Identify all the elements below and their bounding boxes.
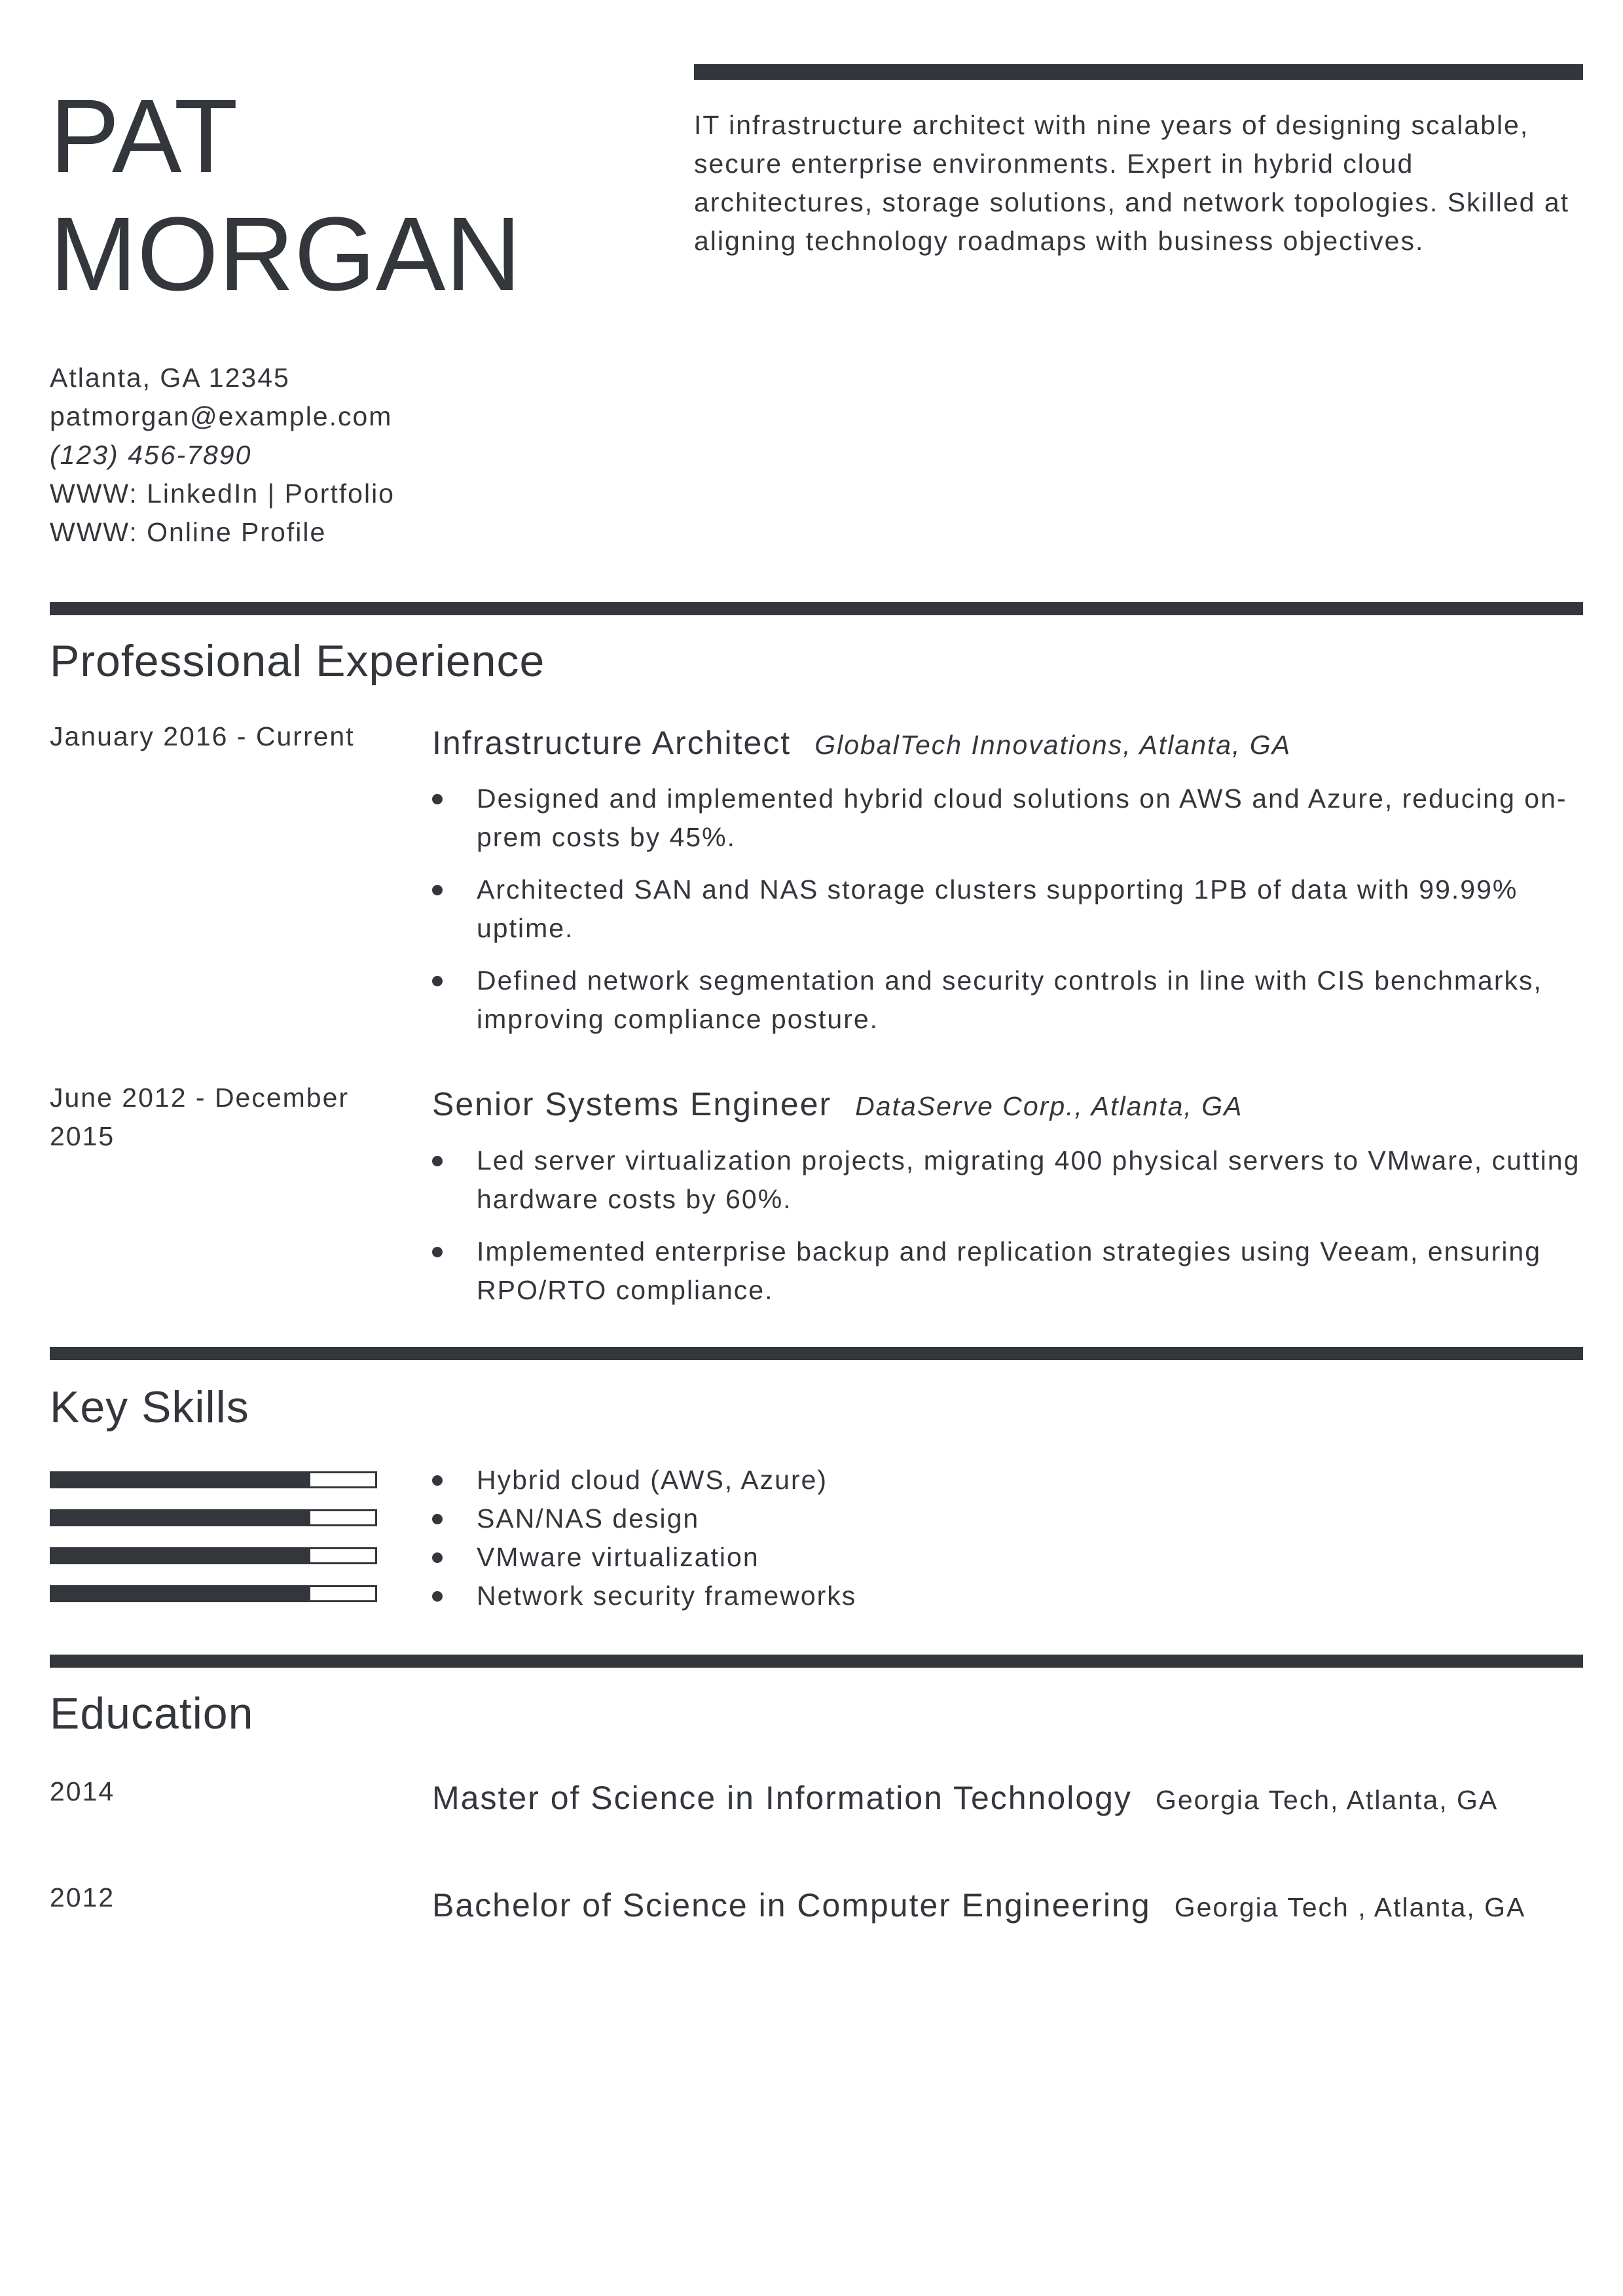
job-title: Senior Systems Engineer [432, 1086, 832, 1122]
job-dates: January 2016 - Current [50, 721, 355, 751]
skill-item: SAN/NAS design [432, 1499, 856, 1538]
skill-level-bars [50, 1471, 377, 1623]
bullet-item: Defined network segmentation and security controls in line with CIS benchmarks, improving compliance posture. [432, 961, 1584, 1039]
skill-level-bar [50, 1547, 377, 1564]
last-name: MORGAN [50, 195, 521, 312]
education-heading [432, 1885, 1525, 1928]
bullet-item: Architected SAN and NAS storage clusters supporting 1PB of data with 99.99% uptime. [432, 870, 1584, 948]
skill-level-bar [50, 1509, 377, 1526]
skills-section-title: Key Skills [50, 1382, 249, 1432]
skill-level-bar [50, 1585, 377, 1602]
degree-name: Bachelor of Science in Computer Engineering [432, 1887, 1151, 1924]
skill-level-bar [50, 1471, 377, 1488]
skill-item: Network security frameworks [432, 1577, 856, 1615]
job-heading [432, 723, 1291, 765]
job-title: Infrastructure Architect [432, 725, 792, 761]
contact-online-profile[interactable]: WWW: Online Profile [50, 517, 327, 547]
degree-name: Master of Science in Information Technology [432, 1780, 1132, 1816]
job-company: DataServe Corp., Atlanta, GA [855, 1091, 1243, 1121]
contact-email[interactable]: patmorgan@example.com [50, 401, 393, 431]
experience-section-title: Professional Experience [50, 636, 545, 686]
skill-level-fill [52, 1587, 310, 1600]
education-divider [50, 1655, 1583, 1668]
school-name: Georgia Tech , Atlanta, GA [1174, 1892, 1526, 1922]
bullet-item: Designed and implemented hybrid cloud solutions on AWS and Azure, reducing on-prem costs by 45%. [432, 780, 1584, 857]
job-company: GlobalTech Innovations, Atlanta, GA [814, 730, 1292, 760]
first-name: PAT [50, 77, 238, 194]
education-year: 2014 [50, 1776, 115, 1806]
education-year: 2012 [50, 1882, 115, 1912]
skills-list [432, 1461, 856, 1615]
skill-item: Hybrid cloud (AWS, Azure) [432, 1461, 856, 1499]
candidate-name [50, 77, 521, 313]
experience-divider [50, 602, 1583, 615]
job-bullets [432, 1141, 1584, 1323]
contact-web-links[interactable]: WWW: LinkedIn | Portfolio [50, 478, 395, 509]
professional-summary: IT infrastructure architect with nine years of designing scalable, secure enterprise environments. Expert in hybrid cloud architectures, storage solutions, and network topologies. Skilled at aligning technology roadmaps with business objectives. [694, 110, 1570, 256]
education-heading [432, 1778, 1498, 1820]
skill-level-fill [52, 1549, 310, 1562]
skill-level-fill [52, 1511, 310, 1524]
education-section-title: Education [50, 1689, 254, 1738]
contact-phone: (123) 456-7890 [50, 440, 252, 470]
summary-divider [694, 64, 1583, 80]
job-bullets [432, 780, 1584, 1052]
skill-item: VMware virtualization [432, 1538, 856, 1577]
job-heading [432, 1084, 1243, 1126]
school-name: Georgia Tech, Atlanta, GA [1155, 1785, 1499, 1815]
bullet-item: Led server virtualization projects, migrating 400 physical servers to VMware, cutting hardware costs by 60%. [432, 1141, 1584, 1219]
contact-address: Atlanta, GA 12345 [50, 363, 290, 393]
contact-block [50, 359, 395, 552]
bullet-item: Implemented enterprise backup and replication strategies using Veeam, ensuring RPO/RTO compliance. [432, 1232, 1584, 1310]
skills-divider [50, 1347, 1583, 1360]
job-dates: June 2012 - December 2015 [50, 1083, 350, 1151]
skill-level-fill [52, 1473, 310, 1486]
